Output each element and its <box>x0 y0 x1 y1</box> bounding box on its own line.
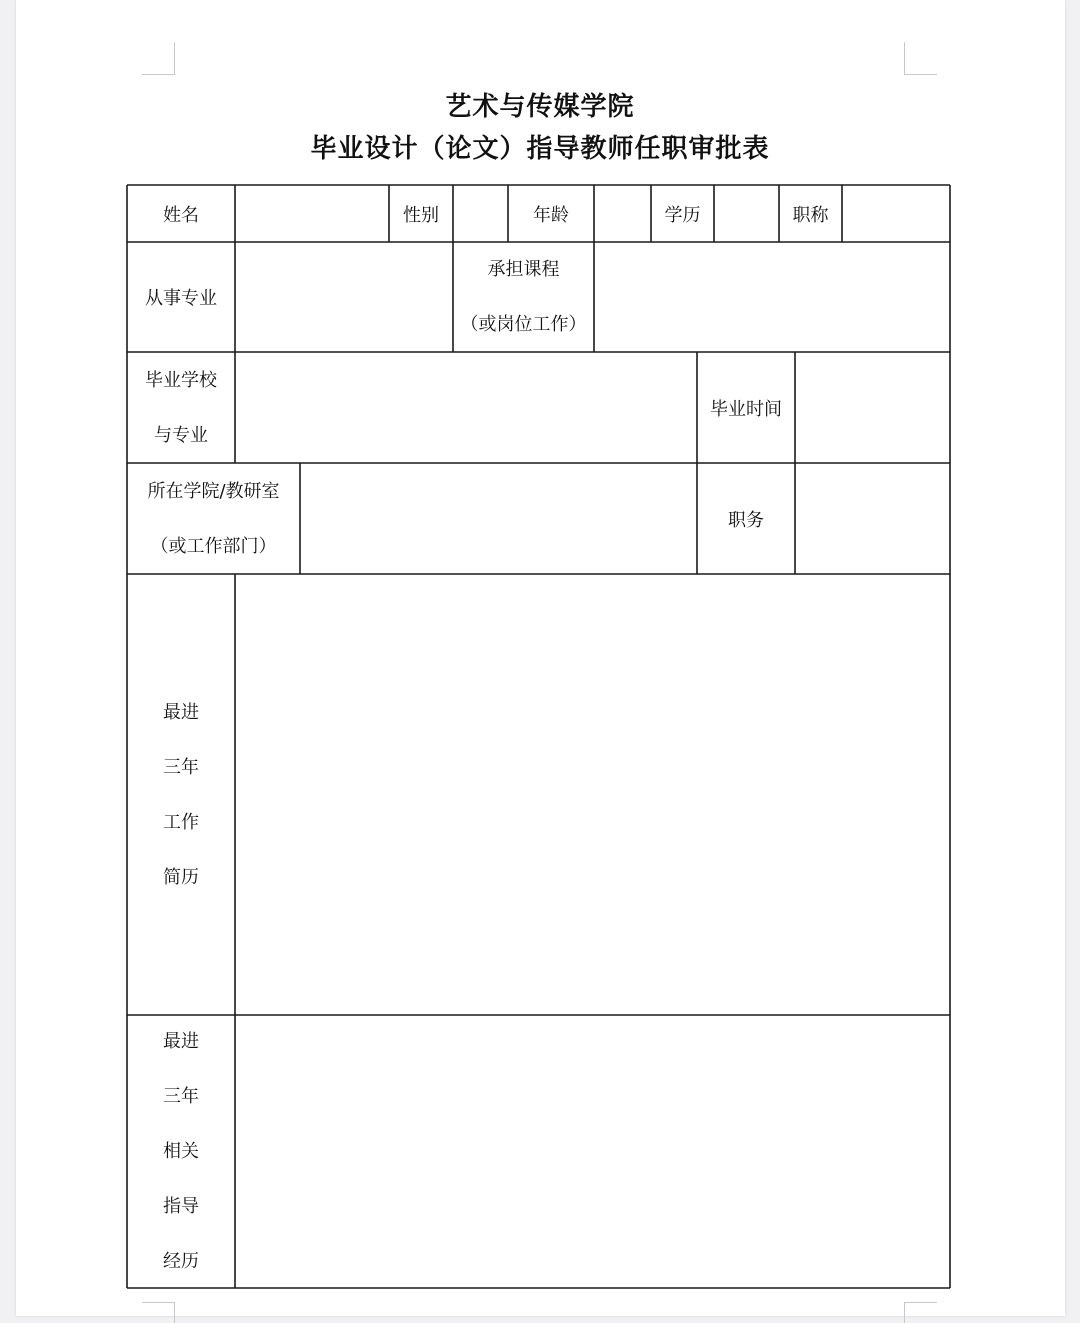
dept-label <box>127 463 300 574</box>
age-field[interactable] <box>594 185 651 242</box>
grad-time-label: 毕业时间 <box>710 398 782 420</box>
school-label-line1: 毕业学校 <box>145 369 217 391</box>
document-subtitle: 毕业设计（论文）指导教师任职审批表 <box>310 134 770 164</box>
gender-label: 性别 <box>403 204 439 226</box>
work-history-label <box>127 574 235 1015</box>
school-label <box>127 352 235 463</box>
supervision-history-label-line: 经历 <box>163 1251 199 1272</box>
crop-mark-bottom-right <box>904 1302 937 1323</box>
dept-label-line1: 所在学院/教研室 <box>147 480 280 502</box>
name-field[interactable] <box>235 185 389 242</box>
work-history-label-line: 简历 <box>163 866 199 888</box>
course-label <box>453 242 594 352</box>
age-label: 年龄 <box>533 204 569 226</box>
work-history-label-line: 三年 <box>163 756 199 778</box>
school-label-line2: 与专业 <box>154 424 208 446</box>
supervision-history-label-line: 指导 <box>163 1196 199 1217</box>
grad-time-field[interactable] <box>795 352 950 463</box>
work-history-field[interactable] <box>235 574 950 1015</box>
title-field[interactable] <box>842 185 950 242</box>
supervision-history-label-line: 三年 <box>163 1086 199 1107</box>
supervision-history-label-line: 相关 <box>163 1141 199 1162</box>
course-field[interactable] <box>594 242 950 352</box>
crop-mark-top-right <box>904 42 937 75</box>
name-label: 姓名 <box>163 204 199 226</box>
course-label-line1: 承担课程 <box>487 259 560 280</box>
crop-mark-top-left <box>142 42 175 75</box>
dept-field[interactable] <box>300 463 697 574</box>
crop-mark-bottom-left <box>142 1302 175 1323</box>
work-history-label-line: 最进 <box>163 701 199 723</box>
position-field[interactable] <box>795 463 950 574</box>
gender-field[interactable] <box>453 185 508 242</box>
supervision-history-field[interactable] <box>235 1015 950 1288</box>
position-label: 职务 <box>728 509 764 531</box>
major-field[interactable] <box>235 242 453 352</box>
major-label: 从事专业 <box>145 288 217 309</box>
title-label: 职称 <box>792 204 829 226</box>
document-title: 艺术与传媒学院 <box>445 92 635 122</box>
dept-label-line2: （或工作部门） <box>150 535 277 557</box>
education-label: 学历 <box>664 204 701 226</box>
supervision-history-label <box>127 1015 235 1288</box>
course-label-line2: （或岗位工作） <box>460 314 587 335</box>
supervision-history-label-line: 最进 <box>163 1031 199 1052</box>
work-history-label-line: 工作 <box>163 811 199 833</box>
school-field[interactable] <box>235 352 697 463</box>
education-field[interactable] <box>714 185 779 242</box>
